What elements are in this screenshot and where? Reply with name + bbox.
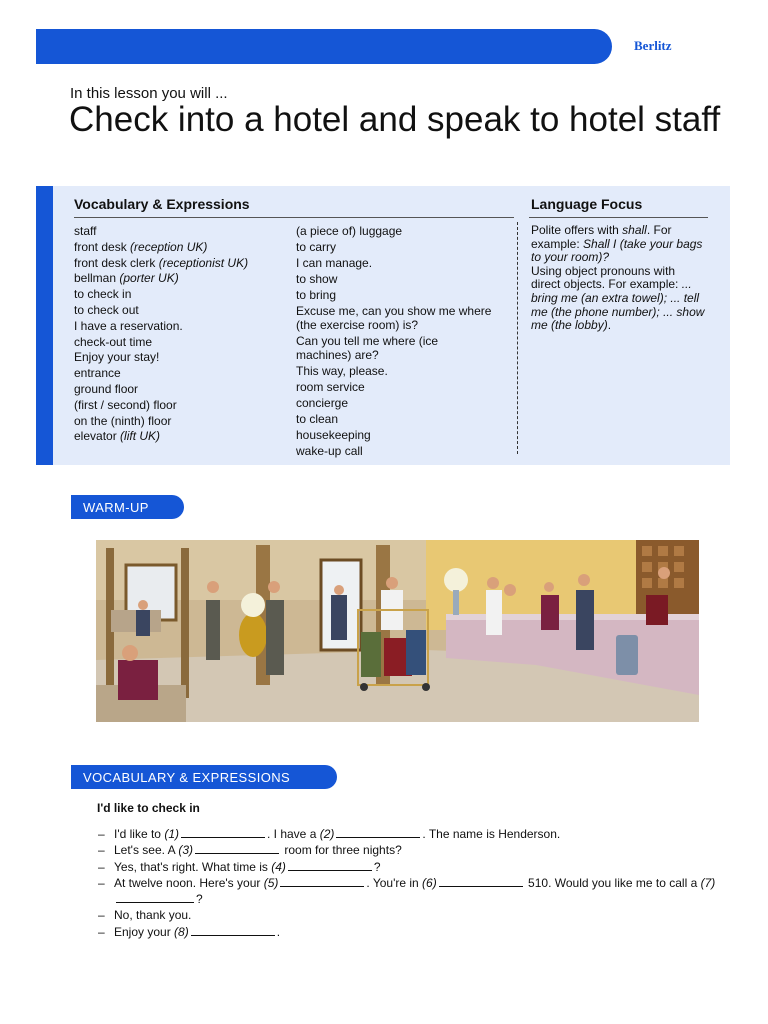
blank-2-input[interactable]	[336, 827, 420, 838]
blank-4-input[interactable]	[288, 860, 372, 871]
line-dash: –	[98, 859, 105, 874]
vocabulary-box	[36, 186, 730, 465]
dialogue-line: – Yes, that's right. What time is (4) ?	[98, 859, 381, 874]
blank-1-input[interactable]	[181, 827, 265, 838]
vocab-item: housekeeping	[296, 428, 371, 442]
berlitz-logo: Berlitz	[634, 38, 672, 53]
vocab-item: (a piece of) luggage	[296, 224, 403, 238]
column-divider	[517, 222, 518, 454]
blank-5-input[interactable]	[280, 876, 364, 887]
vocab-item: to clean	[296, 412, 339, 426]
line-dash: –	[98, 843, 105, 858]
vocab-item: to check in	[74, 287, 132, 302]
focus-paragraph-pronouns: Using object pronouns with direct objects. For example: ... bring me (an extra towel); ... tell me (the phone number); ... show me (the lobby).	[531, 263, 705, 333]
dialogue-line: – Let's see. A (3) room for three nights?	[98, 843, 402, 858]
vocab-item: to check out	[74, 302, 139, 317]
vocab-item: concierge	[296, 396, 349, 410]
vocab-item: elevator (lift UK)	[74, 429, 161, 444]
dialogue-line: – No, thank you.	[98, 908, 192, 923]
line-dash: –	[98, 924, 105, 939]
warm-up-label: WARM-UP	[71, 495, 184, 519]
focus-heading: Language Focus	[531, 196, 643, 212]
blank-8-input[interactable]	[191, 925, 275, 936]
dialogue-line: – I'd like to (1) . I have a (2) . The name is Henderson.	[98, 827, 561, 841]
language-focus-text	[531, 224, 706, 333]
exercise-dialogue	[98, 826, 718, 940]
blank-3-input[interactable]	[195, 843, 279, 854]
dialogue-line: – Enjoy your (8) .	[98, 924, 281, 939]
vocab-item: Can you tell me where (ice machines) are?	[296, 334, 439, 362]
vocab-item: bellman (porter UK)	[74, 271, 179, 286]
lesson-intro: In this lesson you will ...	[70, 85, 228, 102]
vocab-item: I have a reservation.	[74, 318, 183, 333]
vocab-item: This way, please.	[296, 364, 388, 378]
lesson-title: Check into a hotel and speak to hotel staff	[69, 100, 721, 139]
vocab-item: on the (ninth) floor	[74, 413, 172, 428]
vocab-item: Enjoy your stay!	[74, 350, 160, 365]
header-bar	[36, 29, 612, 64]
focus-heading-rule	[529, 217, 708, 218]
vocab-item: entrance	[74, 366, 121, 381]
vocab-item: Excuse me, can you show me where (the exercise room) is?	[296, 304, 492, 332]
line-dash: –	[98, 827, 105, 841]
vocab-item: front desk (reception UK)	[74, 239, 208, 254]
vocab-item: I can manage.	[296, 256, 373, 270]
vocab-item: wake-up call	[296, 444, 363, 458]
hotel-lobby-illustration	[96, 540, 699, 722]
vocab-item: ground floor	[74, 381, 139, 396]
vocab-heading-rule	[74, 217, 514, 218]
vocab-item: staff	[74, 224, 97, 238]
vocab-heading: Vocabulary & Expressions	[74, 196, 250, 212]
vocab-item: check-out time	[74, 334, 153, 349]
exercise-title: I'd like to check in	[97, 801, 200, 815]
vocab-item: front desk clerk (receptionist UK)	[74, 255, 249, 270]
blank-7-input[interactable]	[116, 892, 194, 903]
vocab-item: to carry	[296, 240, 337, 254]
vocab-item: (first / second) floor	[74, 397, 177, 412]
vocab-item: to show	[296, 272, 338, 286]
line-dash: –	[98, 908, 105, 923]
vocab-item: room service	[296, 380, 365, 394]
dialogue-line: – At twelve noon. Here's your (5) . You're in (6) 510. Would you like me to call a (7)?	[98, 875, 716, 907]
vocabulary-expressions-label: VOCABULARY & EXPRESSIONS	[71, 765, 337, 789]
vocab-column-2	[296, 224, 496, 460]
line-dash: –	[98, 875, 105, 890]
vocab-column-1	[74, 224, 284, 445]
focus-paragraph-shall: Polite offers with shall. For example: Shall I (take your bags to your room)?	[531, 223, 703, 265]
box-accent-bar	[36, 186, 53, 465]
blank-6-input[interactable]	[439, 876, 523, 887]
vocab-item: to bring	[296, 288, 337, 302]
